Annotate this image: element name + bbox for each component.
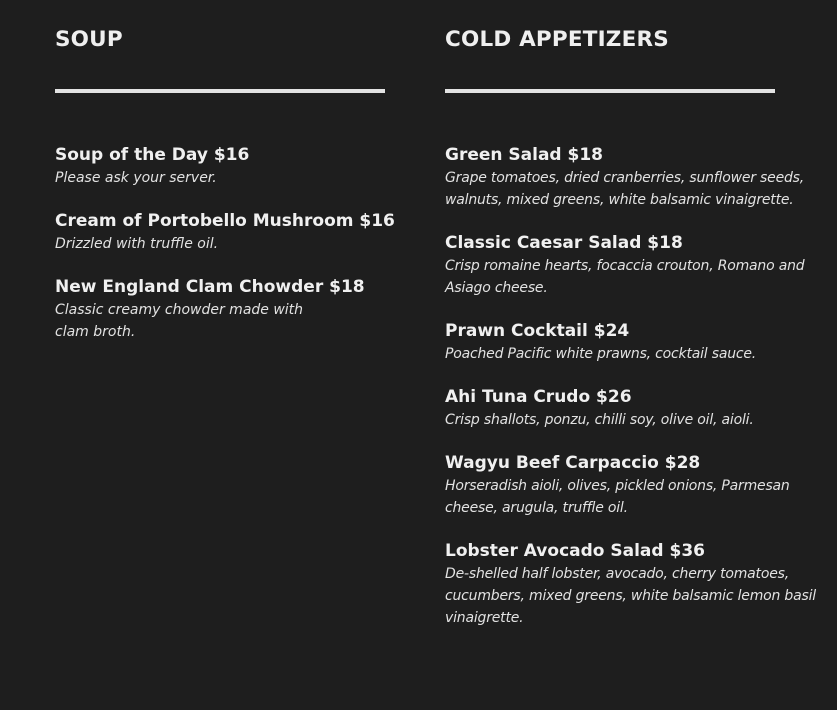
menu-item-name: Classic Caesar Salad $18	[445, 233, 683, 253]
menu-item-name: Prawn Cocktail $24	[445, 321, 630, 341]
menu-item-wagyu-beef-carpaccio	[445, 451, 837, 519]
soup-section-title: SOUP	[55, 27, 123, 52]
menu-item-name: Lobster Avocado Salad $36	[445, 541, 705, 561]
soup-divider	[55, 89, 385, 93]
menu-item-clam-chowder	[55, 275, 395, 343]
soup-items-list	[55, 143, 395, 363]
menu-item-prawn-cocktail	[445, 319, 837, 365]
cold-appetizers-divider	[445, 89, 775, 93]
menu-item-ahi-tuna-crudo	[445, 385, 837, 431]
menu-item-portobello-mushroom	[55, 209, 395, 255]
menu-item-name: Soup of the Day $16	[55, 145, 250, 165]
menu-item-description: De-shelled half lobster, avocado, cherry tomatoes, cucumbers, mixed greens, white balsamic lemon basil vinaigrette.	[445, 566, 816, 626]
menu-item-description: Drizzled with truffle oil.	[55, 236, 219, 252]
menu-item-description: Crisp shallots, ponzu, chilli soy, olive oil, aioli.	[445, 412, 754, 428]
menu-item-name: Wagyu Beef Carpaccio $28	[445, 453, 701, 473]
menu-item-description: Poached Pacific white prawns, cocktail sauce.	[445, 346, 757, 362]
menu-item-description: Please ask your server.	[55, 170, 217, 186]
menu-item-description: Horseradish aioli, olives, pickled onions, Parmesan cheese, arugula, truffle oil.	[445, 478, 790, 516]
menu-item-description: Crisp romaine hearts, focaccia crouton, Romano and Asiago cheese.	[445, 258, 805, 296]
cold-appetizers-section-title: COLD APPETIZERS	[445, 27, 669, 52]
menu-item-green-salad	[445, 143, 837, 211]
menu-item-lobster-avocado-salad	[445, 539, 837, 629]
menu-item-name: Ahi Tuna Crudo $26	[445, 387, 632, 407]
menu-item-name: New England Clam Chowder $18	[55, 277, 365, 297]
menu-item-description: Grape tomatoes, dried cranberries, sunflower seeds, walnuts, mixed greens, white balsamic vinaigrette.	[445, 170, 805, 208]
menu-item-description: Classic creamy chowder made with clam broth.	[55, 302, 304, 340]
menu-item-name: Cream of Portobello Mushroom $16	[55, 211, 395, 231]
menu-item-soup-of-the-day	[55, 143, 395, 189]
cold-appetizers-items-list	[445, 143, 837, 649]
menu-item-name: Green Salad $18	[445, 145, 604, 165]
menu-item-caesar-salad	[445, 231, 837, 299]
